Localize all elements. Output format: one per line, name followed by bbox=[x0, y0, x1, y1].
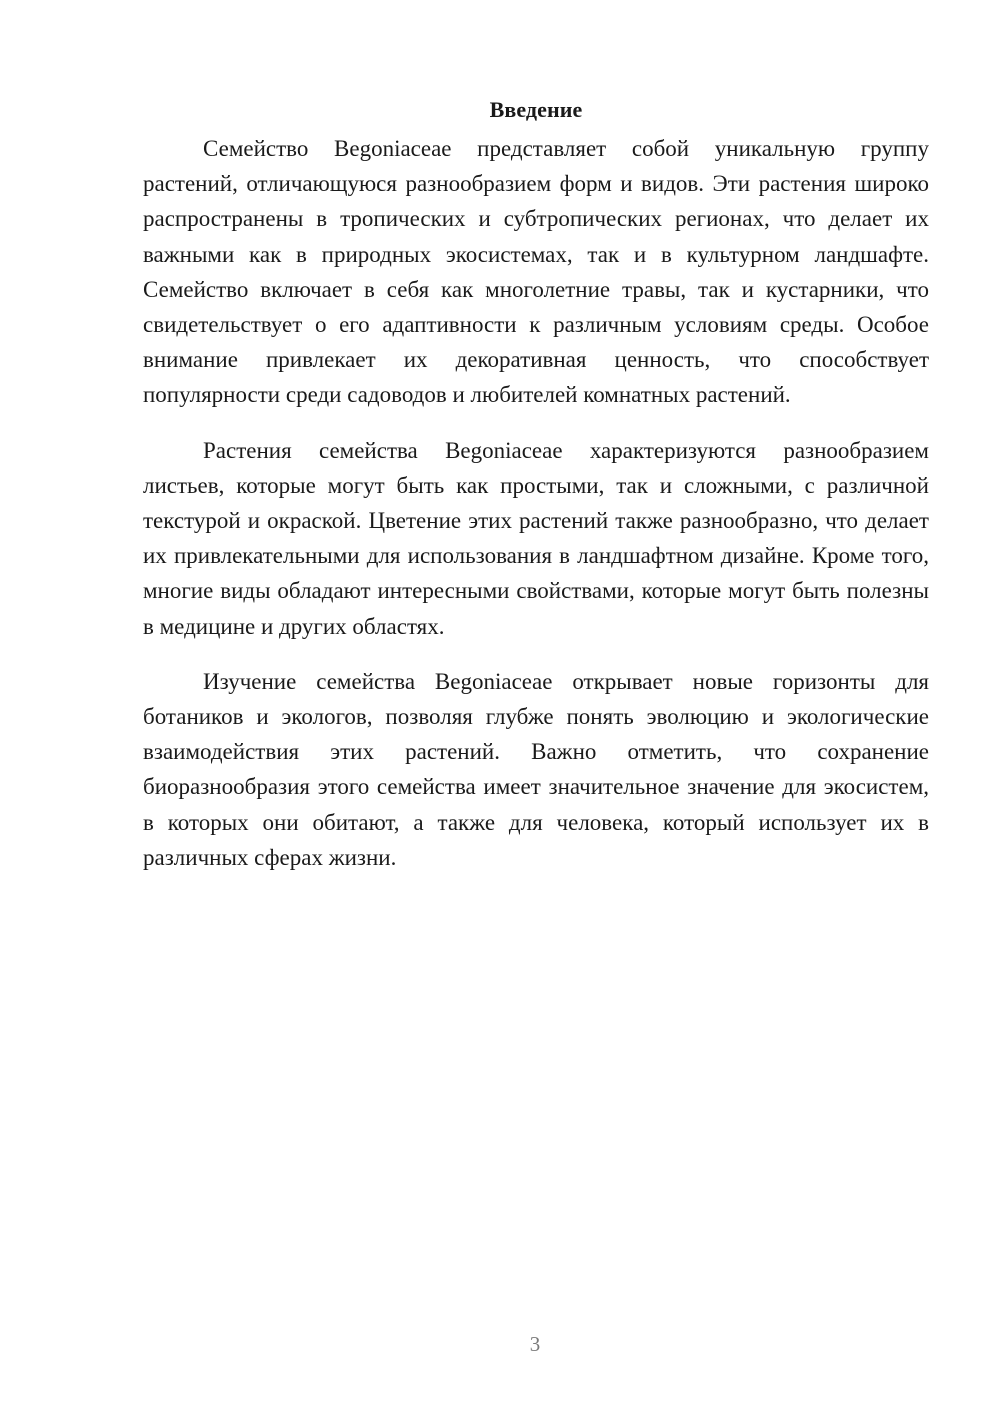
page-number: 3 bbox=[529, 1332, 541, 1356]
page-title: Введение bbox=[489, 97, 583, 122]
paragraph-1: Семейство Begoniaceae представляет собой уникальную группу растений, отличающуюся разнообразием форм и видов. Эти растения широко распространены в тропических и субтропических регионах, что делает их важными как в природных экосистемах, так и в культурном ландшафте. Семейство включает в себя как многолетние травы, так и кустарники, что свидетельствует о его адаптивности к различным условиям среды. Особое внимание привлекает их декоративная ценность, что способствует популярности среди садоводов и любителей комнатных растений. bbox=[143, 136, 929, 408]
paragraph-2: Растения семейства Begoniaceae характеризуются разнообразием листьев, которые могут быть как простыми, так и сложными, с различной текстурой и окраской. Цветение этих растений также разнообразно, что делает их привлекательными для использования в ландшафтном дизайне. Кроме того, многие виды обладают интересными свойствами, которые могут быть полезны в медицине и других областях. bbox=[143, 437, 929, 639]
paragraph-3: Изучение семейства Begoniaceae открывает новые горизонты для ботаников и экологов, позволяя глубже понять эволюцию и экологические взаимодействия этих растений. Важно отметить, что сохранение биоразнообразия этого семейства имеет значительное значение для экосистем, в которых они обитают, а также для человека, который использует их в различных сферах жизни. bbox=[143, 668, 929, 870]
page-content bbox=[143, 92, 929, 895]
